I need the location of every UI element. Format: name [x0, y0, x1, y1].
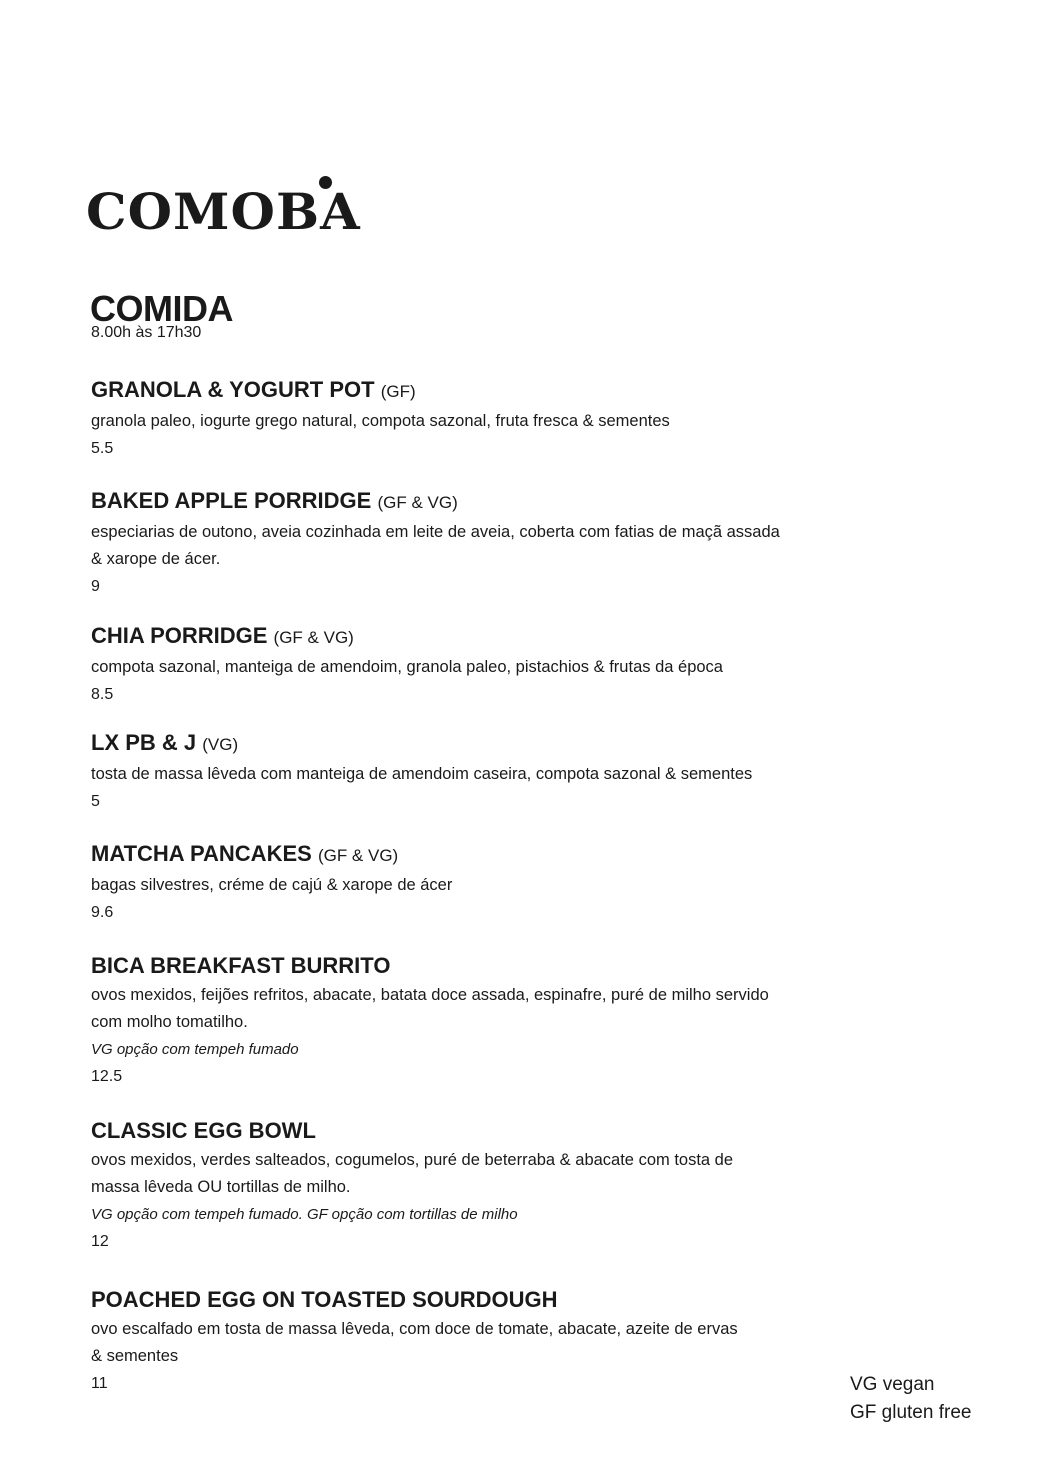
menu-item	[91, 842, 891, 926]
item-price: 12	[91, 1233, 109, 1250]
item-price: 5	[91, 793, 100, 810]
item-description-line: granola paleo, iogurte grego natural, compota sazonal, fruta fresca & sementes	[91, 412, 670, 430]
item-price: 5.5	[91, 440, 114, 457]
item-description	[91, 872, 891, 899]
item-name: CLASSIC EGG BOWL	[91, 1118, 316, 1143]
item-description-line: especiarias de outono, aveia cozinhada em leite de aveia, coberta com fatias de maçã assada	[91, 523, 780, 541]
menu-item	[91, 1288, 891, 1397]
legend-gluten-free: GF gluten free	[850, 1402, 972, 1423]
item-description-line: & sementes	[91, 1347, 179, 1365]
item-title	[91, 1288, 891, 1312]
item-diet-tag: (VG)	[202, 735, 239, 754]
item-description-line: compota sazonal, manteiga de amendoim, granola paleo, pistachios & frutas da época	[91, 658, 723, 676]
menu-item	[91, 731, 891, 815]
menu-item	[91, 378, 891, 462]
menu-item	[91, 489, 891, 600]
item-description	[91, 982, 891, 1036]
item-title	[91, 489, 891, 515]
item-diet-tag: (GF & VG)	[273, 628, 354, 647]
item-description	[91, 1316, 891, 1370]
item-description-line: ovos mexidos, verdes salteados, cogumelos, puré de beterraba & abacate com tosta de	[91, 1151, 734, 1169]
section-title: COMIDA	[90, 288, 233, 329]
menu-item	[91, 1119, 891, 1255]
item-title	[91, 842, 891, 868]
item-price: 11	[91, 1375, 108, 1392]
item-price: 9.6	[91, 904, 114, 921]
menu-item	[91, 624, 891, 708]
item-title	[91, 624, 891, 650]
item-diet-tag: (GF & VG)	[377, 493, 458, 512]
item-name: BICA BREAKFAST BURRITO	[91, 953, 391, 978]
item-name: LX PB & J	[91, 730, 197, 755]
item-description-line: massa lêveda OU tortillas de milho.	[91, 1178, 351, 1196]
item-name: BAKED APPLE PORRIDGE	[91, 488, 372, 513]
opening-hours: 8.00h às 17h30	[91, 324, 202, 341]
item-description-line: bagas silvestres, créme de cajú & xarope de ácer	[91, 876, 453, 894]
menu-item	[91, 954, 891, 1090]
logo-text: COMOBA	[86, 182, 361, 241]
item-description	[91, 519, 891, 573]
item-name: POACHED EGG ON TOASTED SOURDOUGH	[91, 1287, 558, 1312]
item-description	[91, 654, 891, 681]
item-diet-tag: (GF & VG)	[317, 846, 399, 865]
item-description	[91, 408, 891, 435]
item-description-line: ovos mexidos, feijões refritos, abacate, batata doce assada, espinafre, puré de milho servido	[91, 986, 769, 1004]
legend-vegan: VG vegan	[850, 1374, 935, 1395]
item-title	[91, 1119, 891, 1143]
item-description-line: com molho tomatilho.	[91, 1013, 248, 1031]
item-title	[91, 731, 891, 757]
item-name: CHIA PORRIDGE	[91, 623, 268, 648]
item-price: 9	[91, 578, 100, 595]
diet-legend	[850, 1371, 971, 1427]
item-title	[91, 954, 891, 978]
item-price: 8.5	[91, 686, 114, 703]
item-title	[91, 378, 891, 404]
item-description-line: & xarope de ácer.	[91, 550, 221, 568]
item-name: GRANOLA & YOGURT POT	[91, 377, 375, 402]
item-description	[91, 761, 891, 788]
item-description	[91, 1147, 891, 1201]
item-description-line: ovo escalfado em tosta de massa lêveda, com doce de tomate, abacate, azeite de ervas	[91, 1320, 738, 1338]
item-name: MATCHA PANCAKES	[91, 841, 312, 866]
comoba-logo	[86, 174, 361, 241]
item-note: VG opção com tempeh fumado	[91, 1041, 299, 1058]
item-price: 12.5	[91, 1068, 123, 1085]
item-description-line: tosta de massa lêveda com manteiga de amendoim caseira, compota sazonal & sementes	[91, 765, 753, 783]
item-diet-tag: (GF)	[380, 382, 416, 401]
item-note: VG opção com tempeh fumado. GF opção com tortillas de milho	[91, 1206, 518, 1223]
